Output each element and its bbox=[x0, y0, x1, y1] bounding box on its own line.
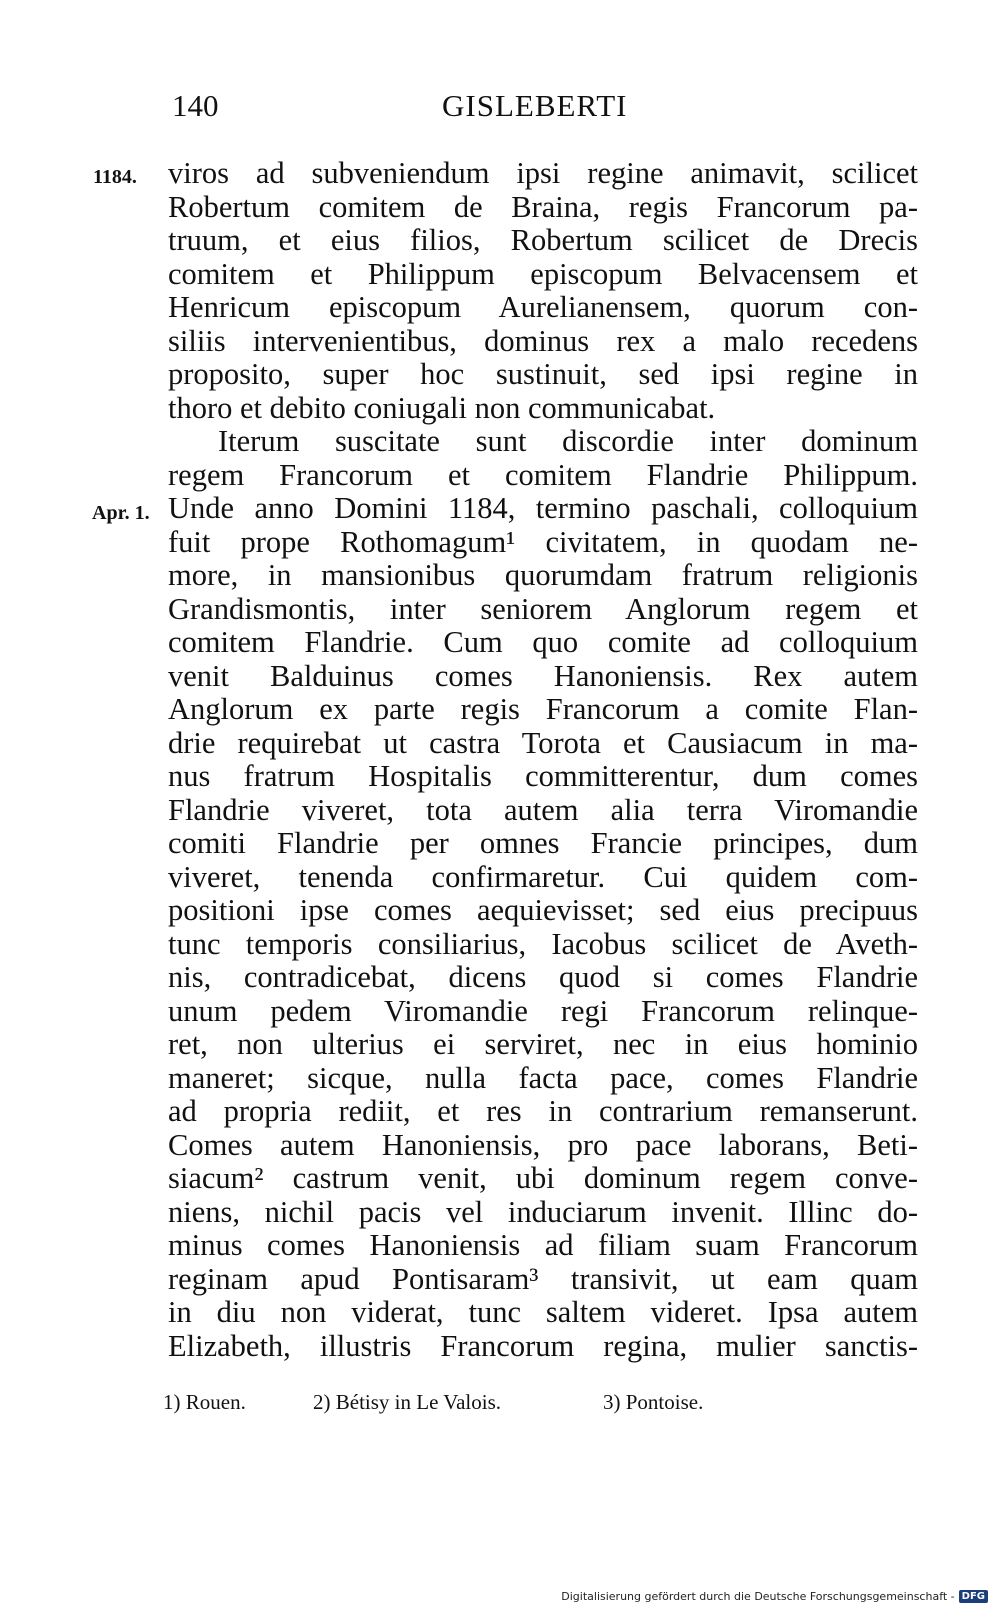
digitization-credit-text: Digitalisierung gefördert durch die Deutsche Forschungsgemeinschaft - bbox=[561, 1589, 955, 1603]
text-line: siacum² castrum venit, ubi dominum regem conve- bbox=[168, 1162, 918, 1195]
text-line: comitem Flandrie. Cum quo comite ad colloquium bbox=[168, 626, 918, 659]
text-line: fuit prope Rothomagum¹ civitatem, in quodam ne- bbox=[168, 525, 918, 559]
text-line: venit Balduinus comes Hanoniensis. Rex autem bbox=[168, 659, 918, 693]
text-line: positioni ipse comes aequievisset; sed eius precipuus bbox=[168, 894, 918, 927]
text-line: Anglorum ex parte regis Francorum a comite Flan- bbox=[168, 693, 918, 726]
text-line: truum, et eius filios, Robertum scilicet de Drecis bbox=[168, 224, 918, 257]
text-line: in diu non viderat, tunc saltem videret. Ipsa autem bbox=[168, 1296, 918, 1329]
running-title: GISLEBERTI bbox=[442, 88, 628, 123]
margin-note-year: 1184. bbox=[93, 166, 137, 188]
text-line: ad propria rediit, et res in contrarium remanserunt. bbox=[168, 1095, 918, 1128]
text-line: regem Francorum et comitem Flandrie Philippum. bbox=[168, 458, 918, 492]
text-line: Elizabeth, illustris Francorum regina, mulier sanctis- bbox=[168, 1329, 918, 1363]
page-number: 140 bbox=[172, 88, 219, 123]
text-line: Iterum suscitate sunt discordie inter dominum bbox=[218, 425, 918, 458]
footnotes bbox=[163, 1390, 763, 1416]
text-line: Unde anno Domini 1184, termino paschali, colloquium bbox=[168, 492, 918, 525]
text-line: comitem et Philippum episcopum Belvacensem et bbox=[168, 257, 918, 291]
text-line: reginam apud Pontisaram³ transivit, ut eam quam bbox=[168, 1262, 918, 1296]
text-line: thoro et debito coniugali non communicabat. bbox=[168, 391, 716, 425]
text-line: Comes autem Hanoniensis, pro pace laborans, Beti- bbox=[168, 1128, 918, 1162]
footnote: 3) Pontoise. bbox=[603, 1390, 704, 1414]
dfg-logo-icon: DFG bbox=[959, 1590, 988, 1603]
text-line: maneret; sicque, nulla facta pace, comes Flandrie bbox=[168, 1061, 918, 1095]
text-line: Grandismontis, inter seniorem Anglorum regem et bbox=[168, 592, 918, 626]
footnote: 2) Bétisy in Le Valois. bbox=[313, 1390, 502, 1414]
text-line: viros ad subveniendum ipsi regine animavit, scilicet bbox=[168, 157, 918, 190]
text-line: nis, contradicebat, dicens quod si comes Flandrie bbox=[168, 961, 918, 994]
text-line: siliis intervenientibus, dominus rex a malo recedens bbox=[168, 324, 918, 358]
text-line: drie requirebat ut castra Torota et Causiacum in ma- bbox=[168, 726, 918, 760]
margin-note-date: Apr. 1. bbox=[92, 502, 150, 524]
text-line: Robertum comitem de Braina, regis Francorum pa- bbox=[168, 190, 918, 224]
text-line: proposito, super hoc sustinuit, sed ipsi regine in bbox=[168, 358, 918, 391]
digitization-credit bbox=[561, 1587, 988, 1605]
main-text bbox=[168, 157, 918, 1363]
text-line: Henricum episcopum Aurelianensem, quorum con- bbox=[168, 291, 918, 324]
text-line: comiti Flandrie per omnes Francie principes, dum bbox=[168, 827, 918, 860]
text-line: ret, non ulterius ei serviret, nec in eius hominio bbox=[168, 1028, 918, 1061]
footnote: 1) Rouen. bbox=[163, 1390, 246, 1414]
text-line: unum pedem Viromandie regi Francorum relinque- bbox=[168, 994, 918, 1028]
text-line: nus fratrum Hospitalis committerentur, dum comes bbox=[168, 760, 918, 793]
text-line: tunc temporis consiliarius, Iacobus scilicet de Aveth- bbox=[168, 927, 918, 961]
text-line: more, in mansionibus quorumdam fratrum religionis bbox=[168, 559, 918, 592]
page-header bbox=[0, 88, 1000, 138]
text-line: minus comes Hanoniensis ad filiam suam Francorum bbox=[168, 1229, 918, 1262]
text-line: niens, nichil pacis vel induciarum invenit. Illinc do- bbox=[168, 1195, 918, 1229]
text-line: Flandrie viveret, tota autem alia terra Viromandie bbox=[168, 793, 918, 827]
text-line: viveret, tenenda confirmaretur. Cui quidem com- bbox=[168, 860, 918, 894]
